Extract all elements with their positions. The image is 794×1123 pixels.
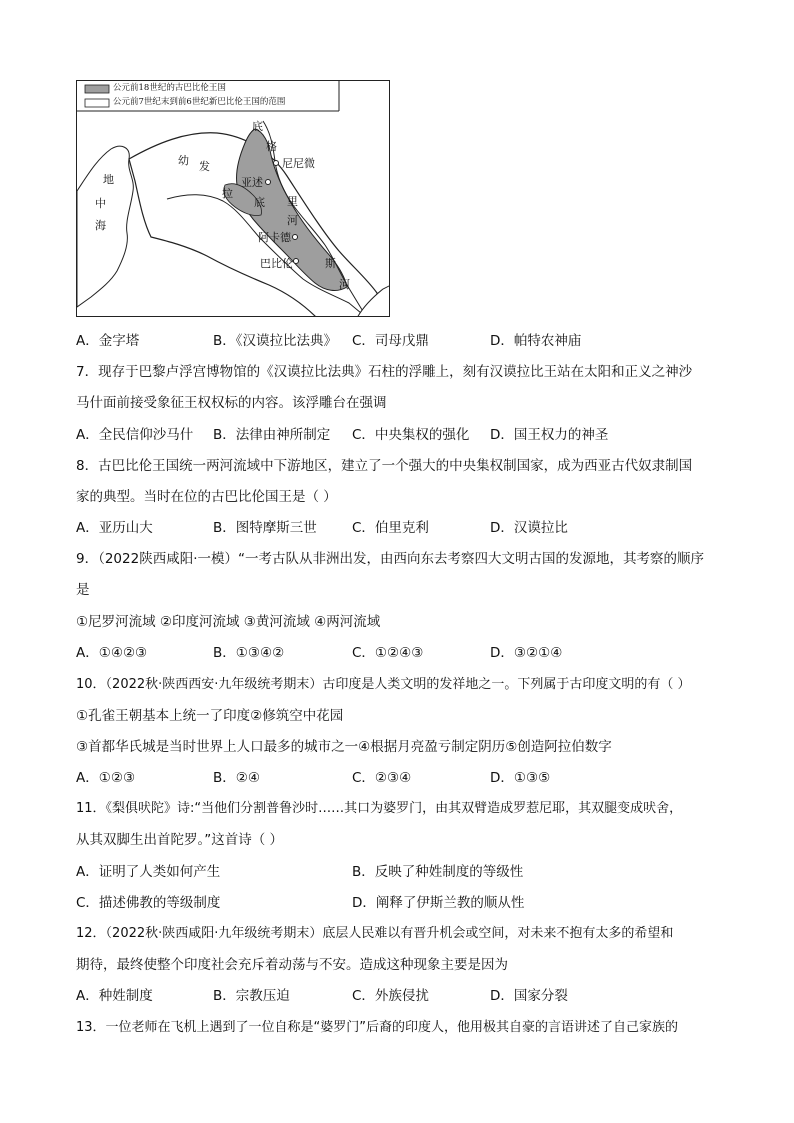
map-label: 海	[95, 219, 106, 232]
q9-option-a[interactable]: A．①④②③	[76, 645, 148, 661]
map-label: 底	[252, 120, 263, 133]
q10-option-d[interactable]: D．①③⑤	[490, 770, 551, 786]
q12-stem-line2: 期待，最终使整个印度社会充斥着动荡与不安。造成这种现象主要是因为	[76, 957, 508, 973]
q6-option-b[interactable]: B．《汉谟拉比法典》	[213, 333, 338, 349]
map-label: 幼	[178, 154, 189, 167]
map-label: 里	[287, 195, 298, 208]
map-label: 河	[287, 214, 298, 227]
q6-option-a[interactable]: A．金字塔	[76, 333, 140, 349]
q11-stem-line1: 11．《梨俱吠陀》诗:“当他们分割普鲁沙时……其口为婆罗门，由其双臂造成罗惹尼耶，其双腿变成吠舍，	[76, 801, 683, 816]
q8-option-c[interactable]: C．伯里克利	[352, 520, 429, 536]
map-label: 地	[103, 173, 114, 186]
q12-stem-line1: 12．（2022秋·陕西咸阳·九年级统考期末）底层人民难以有晋升机会或空间，对未来不抱有太多的希望和	[76, 926, 674, 941]
q10-items-line1: ①孔雀王朝基本上统一了印度②修筑空中花园	[76, 708, 344, 724]
q12-option-d[interactable]: D．国家分裂	[490, 988, 568, 1004]
q7-stem-line2: 马什面前接受象征王权权标的内容。该浮雕台在强调	[76, 395, 387, 411]
akkad-marker	[293, 235, 298, 240]
q10-items-line2: ③首都华氏城是当时世界上人口最多的城市之一④根据月亮盈亏制定阴历⑤创造阿拉伯数字	[76, 739, 612, 755]
map-label: 河	[339, 278, 350, 291]
q8-stem-line2: 家的典型。当时在位的古巴比伦国王是（ ）	[76, 489, 337, 505]
q7-option-a[interactable]: A．全民信仰沙马什	[76, 427, 194, 443]
q9-option-c[interactable]: C．①②④③	[352, 645, 424, 661]
q10-option-c[interactable]: C．②③④	[352, 770, 412, 786]
q12-option-c[interactable]: C．外族侵扰	[352, 988, 429, 1004]
city-label-babylon: 巴比伦	[260, 257, 293, 270]
babylon-marker	[294, 259, 299, 264]
q8-stem-line1: 8．古巴比伦王国统一两河流域中下游地区，建立了一个强大的中央集权制国家，成为西亚古代奴隶制国	[76, 458, 693, 474]
q8-option-a[interactable]: A．亚历山大	[76, 520, 153, 536]
q6-option-d[interactable]: D．帕特农神庙	[490, 333, 582, 349]
q9-items: ①尼罗河流域 ②印度河流域 ③黄河流域 ④两河流域	[76, 614, 381, 630]
legend-swatch-ancient	[85, 85, 109, 93]
legend-label-ancient: 公元前18世纪的古巴比伦王国	[113, 83, 226, 93]
q10-option-a[interactable]: A．①②③	[76, 770, 136, 786]
city-label-akkad: 阿卡德	[258, 231, 291, 244]
legend-label-neo: 公元前7世纪末到前6世纪新巴比伦王国的范围	[113, 97, 286, 107]
q11-option-a[interactable]: A．证明了人类如何产生	[76, 864, 221, 880]
q9-stem-line1: 9．（2022陕西咸阳·一模）“一考古队从非洲出发，由西向东去考察四大文明古国的发源地，其考察的顺序	[76, 551, 704, 567]
assur-marker	[266, 180, 271, 185]
q9-stem-line2: 是	[76, 582, 90, 598]
q7-option-d[interactable]: D．国王权力的神圣	[490, 427, 609, 443]
q9-option-d[interactable]: D．③②①④	[490, 645, 563, 661]
legend-swatch-neo	[85, 99, 109, 107]
map-label: 斯	[325, 257, 336, 270]
map-label: 底	[254, 196, 265, 209]
q11-option-b[interactable]: B．反映了种姓制度的等级性	[352, 864, 524, 880]
mesopotamia-map	[76, 80, 390, 317]
q11-stem-line2: 从其双脚生出首陀罗。”这首诗（ ）	[76, 832, 284, 848]
map-label: 中	[95, 197, 106, 210]
nineveh-marker	[274, 161, 279, 166]
city-label-nineveh: 尼尼微	[282, 157, 315, 170]
q10-option-b[interactable]: B．②④	[213, 770, 260, 786]
q9-option-b[interactable]: B．①③④②	[213, 645, 285, 661]
map-label: 拉	[222, 187, 233, 200]
q8-option-d[interactable]: D．汉谟拉比	[490, 520, 568, 536]
map-label: 发	[199, 160, 210, 173]
q13-stem-line1: 13．一位老师在飞机上遇到了一位自称是“婆罗门”后裔的印度人，他用极其自豪的言语讲述了自己家族的	[76, 1020, 679, 1035]
q6-option-c[interactable]: C．司母戊鼎	[352, 333, 429, 349]
q7-option-c[interactable]: C．中央集权的强化	[352, 427, 470, 443]
q8-option-b[interactable]: B．图特摩斯三世	[213, 520, 317, 536]
q11-option-c[interactable]: C．描述佛教的等级制度	[76, 895, 221, 911]
q7-option-b[interactable]: B．法律由神所制定	[213, 427, 331, 443]
city-label-assur: 亚述	[241, 176, 263, 189]
map-label: 格	[266, 140, 277, 153]
q11-option-d[interactable]: D．阐释了伊斯兰教的顺从性	[352, 895, 525, 911]
q12-option-b[interactable]: B．宗教压迫	[213, 988, 290, 1004]
q12-option-a[interactable]: A．种姓制度	[76, 988, 153, 1004]
q7-stem-line1: 7．现存于巴黎卢浮宫博物馆的《汉谟拉比法典》石柱的浮雕上，刻有汉谟拉比王站在太阳和正义之神沙	[76, 364, 693, 380]
q10-stem-line1: 10．（2022秋·陕西西安·九年级统考期末）古印度是人类文明的发祥地之一。下列属于古印度文明的有（ ）	[76, 677, 691, 692]
